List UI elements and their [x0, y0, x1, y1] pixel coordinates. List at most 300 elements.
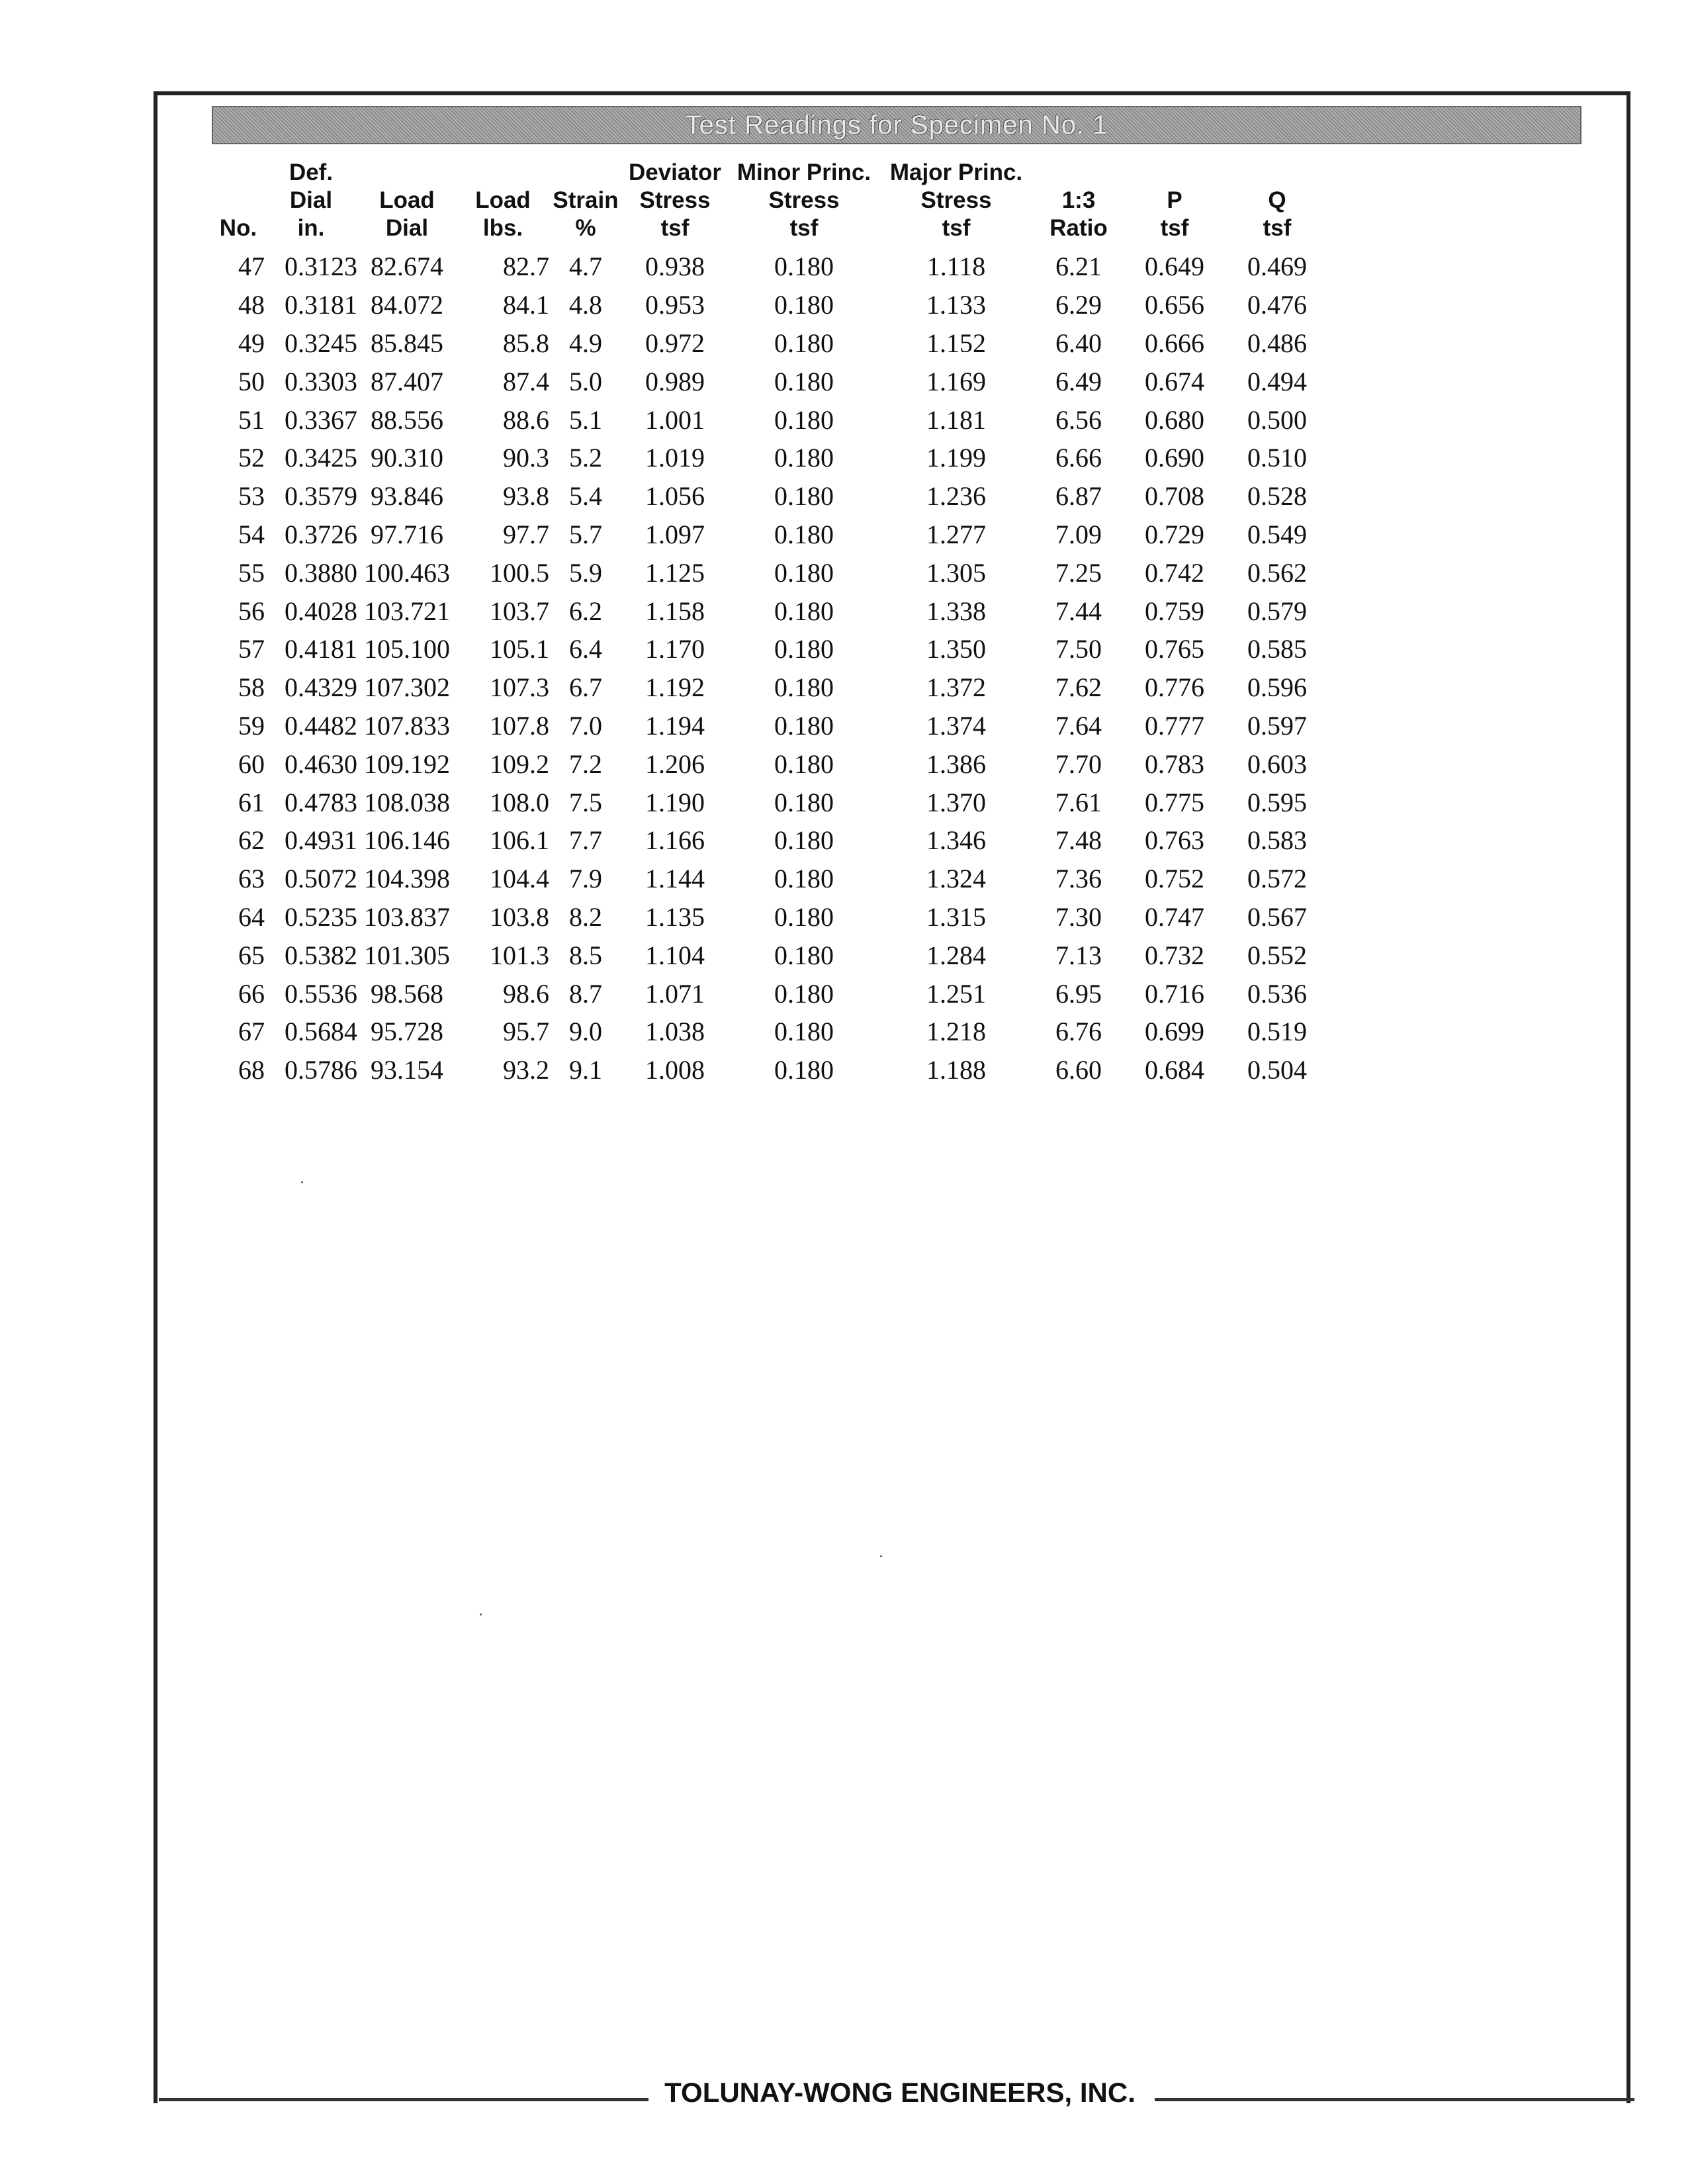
table-row — [212, 936, 1330, 974]
reading-number-cell: 65 — [238, 940, 265, 970]
p-value-cell: 0.747 — [1145, 901, 1204, 932]
major-princ-stress-cell: 1.236 — [926, 481, 986, 512]
major-princ-stress-cell: 1.350 — [926, 634, 986, 664]
reading-number-cell: 60 — [238, 749, 265, 779]
load-dial-cell: 87.407 — [371, 366, 443, 396]
footer-rule-right — [1155, 2098, 1634, 2101]
column-header-line — [212, 187, 265, 214]
column-header-line — [549, 159, 622, 187]
load-dial-cell: 97.716 — [371, 519, 443, 549]
major-princ-stress-cell: 1.324 — [926, 864, 986, 894]
deviator-stress-cell: 1.056 — [645, 481, 705, 512]
load-dial-cell: 107.302 — [364, 672, 450, 703]
p-value-cell: 0.759 — [1145, 596, 1204, 626]
reading-number-cell: 50 — [238, 366, 265, 396]
reading-number-cell: 66 — [238, 978, 265, 1009]
major-princ-stress-cell: 1.181 — [926, 404, 986, 435]
load-lbs-cell: 109.2 — [490, 749, 549, 779]
reading-number-cell: 59 — [238, 710, 265, 741]
q-value-cell: 0.536 — [1247, 978, 1307, 1009]
column-header-line: Def. — [289, 159, 334, 185]
column-header-line — [1224, 159, 1330, 187]
ratio-cell: 6.66 — [1055, 443, 1102, 473]
reading-number-cell: 53 — [238, 481, 265, 512]
load-lbs-cell: 100.5 — [490, 557, 549, 588]
def-dial-cell: 0.5536 — [285, 978, 357, 1009]
column-header-line: Strain — [553, 187, 619, 213]
table-row — [212, 592, 1330, 630]
load-dial-cell: 93.154 — [371, 1055, 443, 1085]
load-lbs-cell: 103.8 — [490, 901, 549, 932]
column-header-line — [1125, 159, 1224, 187]
ratio-cell: 7.44 — [1055, 596, 1102, 626]
column-header-line: in. — [297, 215, 325, 241]
table-row — [212, 400, 1330, 439]
load-lbs-cell: 105.1 — [490, 634, 549, 664]
minor-princ-stress-cell: 0.180 — [774, 749, 834, 779]
deviator-stress-cell: 0.989 — [645, 366, 705, 396]
def-dial-cell: 0.5072 — [285, 864, 357, 894]
load-dial-cell: 106.146 — [364, 825, 450, 856]
column-header-line: P — [1167, 187, 1182, 213]
major-princ-stress-cell: 1.133 — [926, 290, 986, 320]
load-dial-cell: 85.845 — [371, 328, 443, 358]
strain-cell: 5.1 — [569, 404, 602, 435]
strain-cell: 4.8 — [569, 290, 602, 320]
minor-princ-stress-cell: 0.180 — [774, 443, 834, 473]
ratio-cell: 7.48 — [1055, 825, 1102, 856]
column-header-line: Deviator — [628, 159, 722, 185]
ratio-cell: 6.29 — [1055, 290, 1102, 320]
strain-cell: 7.9 — [569, 864, 602, 894]
p-value-cell: 0.777 — [1145, 710, 1204, 741]
ratio-cell: 7.61 — [1055, 787, 1102, 817]
deviator-stress-cell: 1.097 — [645, 519, 705, 549]
def-dial-cell: 0.4783 — [285, 787, 357, 817]
deviator-stress-cell: 1.125 — [645, 557, 705, 588]
minor-princ-stress-cell: 0.180 — [774, 901, 834, 932]
footer-rule-left — [159, 2098, 648, 2101]
ratio-cell: 6.60 — [1055, 1055, 1102, 1085]
q-value-cell: 0.500 — [1247, 404, 1307, 435]
table-row — [212, 516, 1330, 554]
deviator-stress-cell: 1.170 — [645, 634, 705, 664]
major-princ-stress-cell: 1.277 — [926, 519, 986, 549]
deviator-stress-cell: 1.071 — [645, 978, 705, 1009]
q-value-cell: 0.579 — [1247, 596, 1307, 626]
major-princ-stress-cell: 1.118 — [926, 251, 986, 282]
major-princ-stress-cell: 1.374 — [926, 710, 986, 741]
ratio-cell: 7.30 — [1055, 901, 1102, 932]
def-dial-cell: 0.4931 — [285, 825, 357, 856]
def-dial-cell: 0.5684 — [285, 1017, 357, 1047]
load-lbs-cell: 90.3 — [503, 443, 549, 473]
def-dial-cell: 0.5382 — [285, 940, 357, 970]
load-dial-cell: 95.728 — [371, 1017, 443, 1047]
table-row — [212, 1013, 1330, 1051]
strain-cell: 5.4 — [569, 481, 602, 512]
strain-cell: 7.2 — [569, 749, 602, 779]
column-header — [212, 159, 265, 248]
load-dial-cell: 84.072 — [371, 290, 443, 320]
major-princ-stress-cell: 1.372 — [926, 672, 986, 703]
def-dial-cell: 0.4028 — [285, 596, 357, 626]
def-dial-cell: 0.3181 — [285, 290, 357, 320]
major-princ-stress-cell: 1.315 — [926, 901, 986, 932]
column-header-line: tsf — [1160, 215, 1189, 241]
ratio-cell: 6.87 — [1055, 481, 1102, 512]
p-value-cell: 0.716 — [1145, 978, 1204, 1009]
reading-number-cell: 62 — [238, 825, 265, 856]
table-row — [212, 477, 1330, 516]
reading-number-cell: 57 — [238, 634, 265, 664]
reading-number-cell: 58 — [238, 672, 265, 703]
p-value-cell: 0.666 — [1145, 328, 1204, 358]
def-dial-cell: 0.4482 — [285, 710, 357, 741]
minor-princ-stress-cell: 0.180 — [774, 404, 834, 435]
ratio-cell: 7.36 — [1055, 864, 1102, 894]
def-dial-cell: 0.3303 — [285, 366, 357, 396]
p-value-cell: 0.775 — [1145, 787, 1204, 817]
column-header-line: tsf — [942, 215, 971, 241]
p-value-cell: 0.742 — [1145, 557, 1204, 588]
minor-princ-stress-cell: 0.180 — [774, 557, 834, 588]
q-value-cell: 0.572 — [1247, 864, 1307, 894]
load-lbs-cell: 87.4 — [503, 366, 549, 396]
deviator-stress-cell: 1.104 — [645, 940, 705, 970]
major-princ-stress-cell: 1.346 — [926, 825, 986, 856]
ratio-cell: 6.21 — [1055, 251, 1102, 282]
table-row — [212, 783, 1330, 821]
deviator-stress-cell: 1.008 — [645, 1055, 705, 1085]
scan-speck — [480, 1614, 482, 1615]
table-row — [212, 286, 1330, 324]
major-princ-stress-cell: 1.284 — [926, 940, 986, 970]
table-row — [212, 745, 1330, 783]
def-dial-cell: 0.4630 — [285, 749, 357, 779]
q-value-cell: 0.486 — [1247, 328, 1307, 358]
ratio-cell: 6.49 — [1055, 366, 1102, 396]
minor-princ-stress-cell: 0.180 — [774, 940, 834, 970]
strain-cell: 6.7 — [569, 672, 602, 703]
p-value-cell: 0.708 — [1145, 481, 1204, 512]
load-lbs-cell: 108.0 — [490, 787, 549, 817]
q-value-cell: 0.549 — [1247, 519, 1307, 549]
p-value-cell: 0.680 — [1145, 404, 1204, 435]
def-dial-cell: 0.4329 — [285, 672, 357, 703]
def-dial-cell: 0.3579 — [285, 481, 357, 512]
reading-number-cell: 47 — [238, 251, 265, 282]
p-value-cell: 0.684 — [1145, 1055, 1204, 1085]
q-value-cell: 0.567 — [1247, 901, 1307, 932]
table-row — [212, 974, 1330, 1013]
minor-princ-stress-cell: 0.180 — [774, 519, 834, 549]
column-header — [622, 159, 728, 248]
load-dial-cell: 105.100 — [364, 634, 450, 664]
major-princ-stress-cell: 1.218 — [926, 1017, 986, 1047]
minor-princ-stress-cell: 0.180 — [774, 634, 834, 664]
minor-princ-stress-cell: 0.180 — [774, 290, 834, 320]
strain-cell: 8.7 — [569, 978, 602, 1009]
column-header-line — [357, 159, 457, 187]
column-header-line: No. — [219, 215, 257, 241]
column-header — [265, 159, 357, 248]
q-value-cell: 0.595 — [1247, 787, 1307, 817]
ratio-cell: 7.09 — [1055, 519, 1102, 549]
load-dial-cell: 107.833 — [364, 710, 450, 741]
minor-princ-stress-cell: 0.180 — [774, 366, 834, 396]
load-dial-cell: 103.721 — [364, 596, 450, 626]
q-value-cell: 0.596 — [1247, 672, 1307, 703]
ratio-cell: 7.70 — [1055, 749, 1102, 779]
load-lbs-cell: 107.3 — [490, 672, 549, 703]
strain-cell: 7.5 — [569, 787, 602, 817]
load-lbs-cell: 106.1 — [490, 825, 549, 856]
ratio-cell: 6.56 — [1055, 404, 1102, 435]
q-value-cell: 0.519 — [1247, 1017, 1307, 1047]
p-value-cell: 0.783 — [1145, 749, 1204, 779]
q-value-cell: 0.504 — [1247, 1055, 1307, 1085]
deviator-stress-cell: 1.144 — [645, 864, 705, 894]
column-header-line — [457, 159, 549, 187]
table-row — [212, 324, 1330, 363]
deviator-stress-cell: 1.019 — [645, 443, 705, 473]
column-header-line: Load — [475, 187, 531, 213]
p-value-cell: 0.729 — [1145, 519, 1204, 549]
deviator-stress-cell: 1.001 — [645, 404, 705, 435]
reading-number-cell: 68 — [238, 1055, 265, 1085]
load-dial-cell: 104.398 — [364, 864, 450, 894]
p-value-cell: 0.776 — [1145, 672, 1204, 703]
company-footer: TOLUNAY-WONG ENGINEERS, INC. — [664, 2077, 1136, 2108]
load-lbs-cell: 104.4 — [490, 864, 549, 894]
load-lbs-cell: 103.7 — [490, 596, 549, 626]
q-value-cell: 0.476 — [1247, 290, 1307, 320]
load-dial-cell: 82.674 — [371, 251, 443, 282]
table-row — [212, 821, 1330, 860]
reading-number-cell: 49 — [238, 328, 265, 358]
strain-cell: 7.7 — [569, 825, 602, 856]
ratio-cell: 7.25 — [1055, 557, 1102, 588]
q-value-cell: 0.597 — [1247, 710, 1307, 741]
load-dial-cell: 101.305 — [364, 940, 450, 970]
minor-princ-stress-cell: 0.180 — [774, 710, 834, 741]
def-dial-cell: 0.3123 — [285, 251, 357, 282]
deviator-stress-cell: 1.135 — [645, 901, 705, 932]
reading-number-cell: 56 — [238, 596, 265, 626]
reading-number-cell: 61 — [238, 787, 265, 817]
load-lbs-cell: 84.1 — [503, 290, 549, 320]
major-princ-stress-cell: 1.199 — [926, 443, 986, 473]
column-header-line: Dial — [289, 187, 333, 213]
ratio-cell: 6.40 — [1055, 328, 1102, 358]
def-dial-cell: 0.5786 — [285, 1055, 357, 1085]
column-header-line: Stress — [639, 187, 711, 213]
minor-princ-stress-cell: 0.180 — [774, 864, 834, 894]
reading-number-cell: 48 — [238, 290, 265, 320]
def-dial-cell: 0.3367 — [285, 404, 357, 435]
load-dial-cell: 98.568 — [371, 978, 443, 1009]
table-row — [212, 860, 1330, 898]
column-header-line: lbs. — [482, 215, 523, 241]
ratio-cell: 7.50 — [1055, 634, 1102, 664]
ratio-cell: 6.76 — [1055, 1017, 1102, 1047]
p-value-cell: 0.732 — [1145, 940, 1204, 970]
table-row — [212, 439, 1330, 477]
column-header-line: 1:3 — [1061, 187, 1096, 213]
column-header-line: Minor Princ. — [736, 159, 871, 185]
ratio-cell: 7.13 — [1055, 940, 1102, 970]
strain-cell: 8.2 — [569, 901, 602, 932]
def-dial-cell: 0.3726 — [285, 519, 357, 549]
p-value-cell: 0.656 — [1145, 290, 1204, 320]
strain-cell: 9.0 — [569, 1017, 602, 1047]
def-dial-cell: 0.4181 — [285, 634, 357, 664]
q-value-cell: 0.528 — [1247, 481, 1307, 512]
major-princ-stress-cell: 1.370 — [926, 787, 986, 817]
minor-princ-stress-cell: 0.180 — [774, 672, 834, 703]
load-dial-cell: 108.038 — [364, 787, 450, 817]
q-value-cell: 0.585 — [1247, 634, 1307, 664]
table-row — [212, 553, 1330, 592]
table-body — [212, 248, 1330, 1089]
major-princ-stress-cell: 1.152 — [926, 328, 986, 358]
column-header-line: tsf — [660, 215, 690, 241]
ratio-cell: 7.62 — [1055, 672, 1102, 703]
minor-princ-stress-cell: 0.180 — [774, 978, 834, 1009]
major-princ-stress-cell: 1.188 — [926, 1055, 986, 1085]
column-header — [357, 159, 457, 248]
minor-princ-stress-cell: 0.180 — [774, 251, 834, 282]
q-value-cell: 0.469 — [1247, 251, 1307, 282]
deviator-stress-cell: 1.206 — [645, 749, 705, 779]
major-princ-stress-cell: 1.251 — [926, 978, 986, 1009]
column-header — [728, 159, 880, 248]
column-header — [1224, 159, 1330, 248]
table-row — [212, 630, 1330, 668]
table-row — [212, 668, 1330, 707]
minor-princ-stress-cell: 0.180 — [774, 596, 834, 626]
p-value-cell: 0.763 — [1145, 825, 1204, 856]
p-value-cell: 0.765 — [1145, 634, 1204, 664]
scan-speck — [301, 1181, 303, 1183]
def-dial-cell: 0.3880 — [285, 557, 357, 588]
strain-cell: 5.0 — [569, 366, 602, 396]
load-lbs-cell: 88.6 — [503, 404, 549, 435]
def-dial-cell: 0.3245 — [285, 328, 357, 358]
load-lbs-cell: 97.7 — [503, 519, 549, 549]
column-header — [880, 159, 1032, 248]
load-lbs-cell: 85.8 — [503, 328, 549, 358]
strain-cell: 6.2 — [569, 596, 602, 626]
column-header-line: Load — [379, 187, 435, 213]
p-value-cell: 0.752 — [1145, 864, 1204, 894]
reading-number-cell: 55 — [238, 557, 265, 588]
ratio-cell: 7.64 — [1055, 710, 1102, 741]
q-value-cell: 0.552 — [1247, 940, 1307, 970]
minor-princ-stress-cell: 0.180 — [774, 328, 834, 358]
ratio-cell: 6.95 — [1055, 978, 1102, 1009]
table-row — [212, 362, 1330, 400]
strain-cell: 5.9 — [569, 557, 602, 588]
def-dial-cell: 0.5235 — [285, 901, 357, 932]
p-value-cell: 0.649 — [1145, 251, 1204, 282]
column-header-line: % — [575, 215, 596, 241]
deviator-stress-cell: 1.158 — [645, 596, 705, 626]
column-header — [549, 159, 622, 248]
major-princ-stress-cell: 1.338 — [926, 596, 986, 626]
q-value-cell: 0.562 — [1247, 557, 1307, 588]
table-row — [212, 707, 1330, 745]
load-lbs-cell: 93.2 — [503, 1055, 549, 1085]
strain-cell: 8.5 — [569, 940, 602, 970]
minor-princ-stress-cell: 0.180 — [774, 787, 834, 817]
deviator-stress-cell: 1.038 — [645, 1017, 705, 1047]
strain-cell: 6.4 — [569, 634, 602, 664]
column-header-line: Dial — [385, 215, 429, 241]
load-dial-cell: 100.463 — [364, 557, 450, 588]
deviator-stress-cell: 1.190 — [645, 787, 705, 817]
column-header-line — [212, 159, 265, 187]
reading-number-cell: 64 — [238, 901, 265, 932]
strain-cell: 5.2 — [569, 443, 602, 473]
p-value-cell: 0.699 — [1145, 1017, 1204, 1047]
deviator-stress-cell: 0.953 — [645, 290, 705, 320]
minor-princ-stress-cell: 0.180 — [774, 1017, 834, 1047]
deviator-stress-cell: 1.194 — [645, 710, 705, 741]
p-value-cell: 0.674 — [1145, 366, 1204, 396]
strain-cell: 4.9 — [569, 328, 602, 358]
strain-cell: 4.7 — [569, 251, 602, 282]
reading-number-cell: 63 — [238, 864, 265, 894]
column-header-line — [1032, 159, 1125, 187]
scan-speck — [880, 1555, 882, 1557]
strain-cell: 9.1 — [569, 1055, 602, 1085]
deviator-stress-cell: 1.192 — [645, 672, 705, 703]
minor-princ-stress-cell: 0.180 — [774, 1055, 834, 1085]
load-dial-cell: 93.846 — [371, 481, 443, 512]
major-princ-stress-cell: 1.169 — [926, 366, 986, 396]
reading-number-cell: 51 — [238, 404, 265, 435]
table-row — [212, 248, 1330, 286]
title-banner — [212, 106, 1582, 144]
major-princ-stress-cell: 1.305 — [926, 557, 986, 588]
load-dial-cell: 103.837 — [364, 901, 450, 932]
q-value-cell: 0.583 — [1247, 825, 1307, 856]
q-value-cell: 0.510 — [1247, 443, 1307, 473]
column-header — [457, 159, 549, 248]
table-header-row — [212, 159, 1330, 248]
deviator-stress-cell: 0.938 — [645, 251, 705, 282]
load-lbs-cell: 107.8 — [490, 710, 549, 741]
p-value-cell: 0.690 — [1145, 443, 1204, 473]
column-header-line: Stress — [920, 187, 992, 213]
load-dial-cell: 109.192 — [364, 749, 450, 779]
column-header-line: Major Princ. — [889, 159, 1023, 185]
deviator-stress-cell: 1.166 — [645, 825, 705, 856]
readings-table — [212, 159, 1330, 1089]
load-dial-cell: 88.556 — [371, 404, 443, 435]
reading-number-cell: 52 — [238, 443, 265, 473]
reading-number-cell: 67 — [238, 1017, 265, 1047]
column-header-line: tsf — [1263, 215, 1292, 241]
load-lbs-cell: 101.3 — [490, 940, 549, 970]
table-row — [212, 898, 1330, 936]
column-header-line: Ratio — [1049, 215, 1108, 241]
strain-cell: 7.0 — [569, 710, 602, 741]
strain-cell: 5.7 — [569, 519, 602, 549]
column-header — [1032, 159, 1125, 248]
